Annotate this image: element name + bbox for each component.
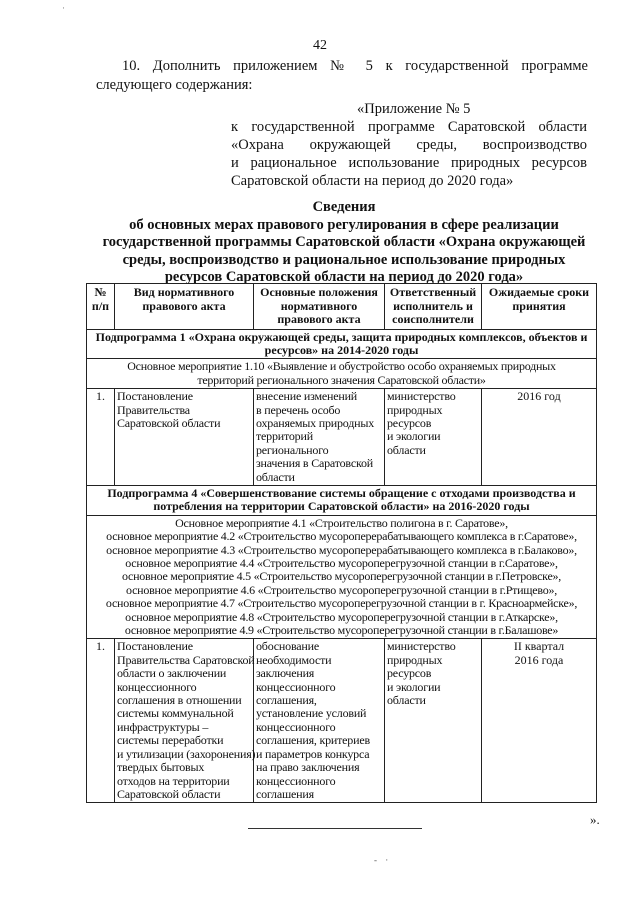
measures-table <box>86 283 597 803</box>
cell-line: и экологии <box>387 679 441 694</box>
cell-line: соглашения в отношении <box>117 693 242 708</box>
provisions-cell <box>254 639 385 803</box>
cell-line: Саратовской области <box>117 786 221 801</box>
date-cell <box>482 639 597 803</box>
appendix-header <box>231 100 587 190</box>
title-subtext: об основных мерах правового регулирования в сфере реализации государственной программы Саратовской области «Охрана окружающей среды, воспроизводство и рациональное использование природных ресурсов Саратовской области на период до 2020 года» <box>102 216 586 285</box>
activity-line: Основное мероприятие 1.10 «Выявление и обустройство особо охраняемых природных <box>127 359 556 374</box>
responsible-cell <box>385 389 482 486</box>
appendix-line: «Охрана окружающей среды, воспроизводство <box>231 137 587 153</box>
table-header-row <box>87 284 597 330</box>
cell-line: Правительства Саратовской <box>117 652 255 667</box>
cell-line: значения в Саратовской <box>256 456 373 471</box>
cell-line: природных <box>387 652 443 667</box>
cell-line: охраняемых природных <box>256 415 375 430</box>
activity-line: территорий регионального значения Саратовской области» <box>197 372 486 387</box>
cell-line: области о заключении <box>117 666 227 681</box>
cell-line: II квартал <box>513 639 565 654</box>
activity-line: основное мероприятие 4.2 «Строительство мусороперерабатывающего комплекса в г.Саратове», <box>106 529 577 544</box>
date-cell: 2016 год <box>482 389 597 486</box>
responsible-cell <box>385 639 482 803</box>
cell-line: заключения <box>256 666 315 681</box>
cell-line: обоснование <box>256 639 319 654</box>
appendix-line: и рациональное использование природных ресурсов <box>231 155 587 171</box>
subprogram-4: Подпрограмма 4 «Совершенствование системы обращение с отходами производства и потребления на территории Саратовской области» на 2016-2020 годы <box>87 485 597 515</box>
subprogram-row <box>87 329 597 359</box>
title-line: Сведения <box>312 199 376 215</box>
activity-line: Основное мероприятие 4.1 «Строительство полигона в г. Саратове», <box>175 515 508 530</box>
cell-line: концессионного <box>256 719 336 734</box>
cell-line: в перечень особо <box>256 402 341 417</box>
appendix-title: «Приложение № 5 <box>357 101 471 117</box>
cell-line: и параметров конкурса <box>256 746 370 761</box>
separator-line <box>248 828 422 829</box>
subprogram-1: Подпрограмма 1 «Охрана окружающей среды, защита природных комплексов, объектов и ресурсов» на 2014-2020 годы <box>87 329 597 359</box>
cell-line: Саратовской области <box>117 415 221 430</box>
subprogram-row <box>87 485 597 515</box>
act-type-cell <box>115 389 254 486</box>
cell-line: области <box>387 693 426 708</box>
header-responsible: Ответственный исполнитель и соисполнители <box>385 284 482 330</box>
cell-line: на право заключения <box>256 760 360 775</box>
cell-line: природных <box>387 402 443 417</box>
cell-line: необходимости <box>256 652 332 667</box>
cell-line: 2016 года <box>514 652 564 667</box>
cell-line: установление условий <box>256 706 367 721</box>
cell-line: инфраструктуры – <box>117 719 209 734</box>
cell-line: системы переработки <box>117 733 224 748</box>
cell-line: концессионного <box>256 679 336 694</box>
cell-line: ресурсов <box>387 666 432 681</box>
activity-line: основное мероприятие 4.9 «Строительство мусороперегрузочной станции в г.Балашове» <box>124 623 559 638</box>
table-row <box>87 639 597 803</box>
cell-line: министерство <box>387 639 456 654</box>
cell-line: соглашения, критериев <box>256 733 370 748</box>
cell-line: и утилизации (захоронения) <box>117 746 256 761</box>
activity-line: основное мероприятие 4.8 «Строительство мусороперегрузочной станции в г.Аткарске», <box>125 609 558 624</box>
header-num: № п/п <box>87 284 115 330</box>
closing-quote: ». <box>590 812 600 827</box>
appendix-line: Саратовской области на период до 2020 года» <box>231 173 514 189</box>
activity-line: основное мероприятие 4.4 «Строительство мусороперегрузочной станции в г.Саратове», <box>125 556 558 570</box>
document-title <box>96 199 592 287</box>
activities-4 <box>87 515 597 639</box>
activity-line: основное мероприятие 4.3 «Строительство мусороперерабатывающего комплекса в г.Балаково», <box>106 542 577 557</box>
act-type-cell <box>115 639 254 803</box>
cell-line: соглашения, <box>256 693 317 708</box>
activity-line: основное мероприятие 4.6 «Строительство мусороперегрузочной станции в г.Ртищево», <box>126 582 557 597</box>
cell-line: Постановление <box>117 389 193 404</box>
row-num: 1. <box>87 389 115 486</box>
scan-mark: - · <box>374 855 392 865</box>
cell-line: министерство <box>387 389 456 404</box>
cell-line: и экологии <box>387 429 441 444</box>
page-number: 42 <box>313 38 327 53</box>
cell-line: соглашения <box>256 786 314 801</box>
activity-row <box>87 359 597 389</box>
activity-line: основное мероприятие 4.7 «Строительство мусороперегрузочной станции в г. Красноармейске», <box>105 596 578 611</box>
cell-line: концессионного <box>256 773 336 788</box>
cell-line: отходов на территории <box>117 773 230 788</box>
header-provisions: Основные положения нормативного правового акта <box>254 284 385 330</box>
cell-line: Правительства <box>117 402 190 417</box>
cell-line: территорий <box>256 429 313 444</box>
cell-line: системы коммунальной <box>117 706 234 721</box>
intro-paragraph: 10. Дополнить приложением № 5 к государственной программе следующего содержания: <box>96 58 588 93</box>
provisions-cell <box>254 389 385 486</box>
cell-line: ресурсов <box>387 415 432 430</box>
scan-mark: · <box>62 3 65 13</box>
cell-line: концессионного <box>117 679 197 694</box>
cell-line: области <box>256 469 295 484</box>
activity-row <box>87 515 597 639</box>
header-act-type: Вид нормативного правового акта <box>115 284 254 330</box>
cell-line: регионального <box>256 442 329 457</box>
row-num: 1. <box>87 639 115 803</box>
header-dates: Ожидаемые сроки принятия <box>482 284 597 330</box>
table-row <box>87 389 597 486</box>
cell-line: Постановление <box>117 639 193 654</box>
activity-line: основное мероприятие 4.5 «Строительство мусороперегрузочной станции в г.Петровске», <box>121 569 562 584</box>
cell-line: твердых бытовых <box>117 760 205 775</box>
cell-line: области <box>387 442 426 457</box>
activity-1-10 <box>87 359 597 389</box>
appendix-line: к государственной программе Саратовской области <box>231 119 587 135</box>
cell-line: внесение изменений <box>256 389 358 404</box>
